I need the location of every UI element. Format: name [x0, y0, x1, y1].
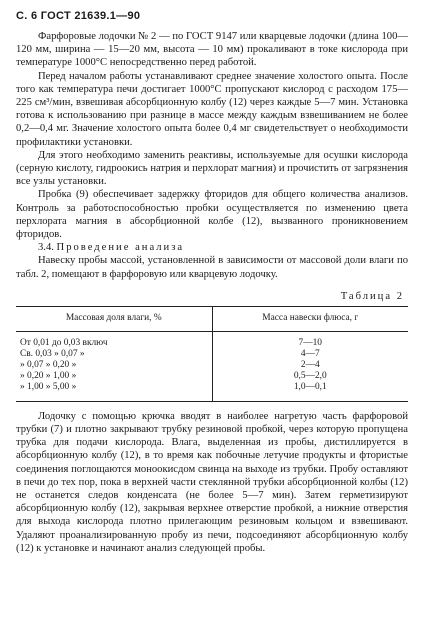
table-cell-mass: 7—10 [298, 337, 322, 348]
table-cell-range: » 0,07 » 0,20 » [16, 360, 212, 371]
table-title: Таблица 2 [340, 290, 404, 302]
paragraph-boats: Фарфоровые лодочки № 2 — по ГОСТ 9147 или кварцевые лодочки (длина 100—120 мм, ширина — 15—20 мм, высота — 10 мм) прокаливают в токе кислорода при температуре 1000°С непосредственно перед работой. [16, 31, 408, 69]
table-row [16, 360, 408, 371]
paragraph-plug: Пробка (9) обеспечивает задержку фторидов для общего количества анализов. Контроль за работоспособностью пробки осуществляется по изменению цвета перхлората магния в абсорбционной колбе (12), вызванного проникновением фторидов. [16, 189, 408, 241]
paragraph-reagents: Для этого необходимо заменить реактивы, используемые для осушки кислорода (серную кислоту, гидроокись натрия и перхлорат магния) и прочистить от загрязнения все узлы установки. [16, 149, 408, 188]
table-cell-mass: 4—7 [300, 348, 320, 359]
table-cell-mass: 1,0—0,1 [212, 382, 408, 402]
table-cell-range: » 1,00 » 5,00 » [16, 382, 212, 402]
page-header: С. 6 ГОСТ 21639.1—90 [16, 10, 141, 22]
table-cell-range: От 0,01 до 0,03 включ [16, 331, 212, 349]
section-heading [16, 241, 408, 254]
section-title: Проведение анализа [56, 242, 185, 254]
table-row [16, 331, 408, 349]
moisture-table [16, 306, 408, 402]
table-cell-mass: 0,5—2,0 [293, 370, 327, 381]
paragraph-sample: Навеску пробы массой, установленной в зависимости от массовой доли влаги по табл. 2, помещают в фарфоровую или кварцевую лодочку. [16, 255, 408, 280]
paragraph-procedure: Лодочку с помощью крючка вводят в наиболее нагретую часть фарфоровой трубки (7) и плотно закрывают трубку резиновой пробкой, через которую пропущена трубка для подачи кислорода. Влага, выделенная из пробы, дистиллируется в абсорбционную колбу (12), в то время как побочные летучие продукты и фтористые соединения поглощаются моноокисдом свинца на выходе из трубки. Пробу оставляют в печи до тех пор, пока в верхней части стеклянной трубки абсорбционной колбы (12) не останется следов конденсата (не более 5—7 мин). Затем герметизируют абсорбционную колбу (12), закрывая верхнее отверстие пробкой, а нижние отверстия для выхода кислорода плотно прилегающим резиновым кольцом и взвешивают. Удаляют проанализированную пробу из печи, подсоединяют абсорбционную колбу (12) к установке и начинают анализ следующей пробы. [16, 410, 408, 554]
table-row [16, 371, 408, 382]
table-cell-range: » 0,20 » 1,00 » [16, 371, 212, 382]
section-number: 3.4. [38, 242, 54, 254]
table-cell-range: Св. 0,03 » 0,07 » [16, 349, 212, 360]
paragraph-blank-test: Перед началом работы устанавливают среднее значение холостого опыта. После того как температура печи достигает 1000°С пропускают кислород с расходом 175—225 см³/мин, взвешивая абсорбционную колбу (12) через каждые 5—7 мин. Установка готова к использованию при разнице в массе между каждым взвешиванием не более 0,2—0,4 мг. Значение холостого опыта более 0,4 мг свидетельствует о необходимости профилактики установки. [16, 70, 408, 148]
table-row [16, 349, 408, 360]
table-row [16, 382, 408, 402]
table-header-mass: Масса навески флюса, г [212, 306, 408, 331]
table-header-moisture: Массовая доля влаги, % [16, 306, 212, 331]
table-cell-mass: 2—4 [300, 359, 320, 370]
